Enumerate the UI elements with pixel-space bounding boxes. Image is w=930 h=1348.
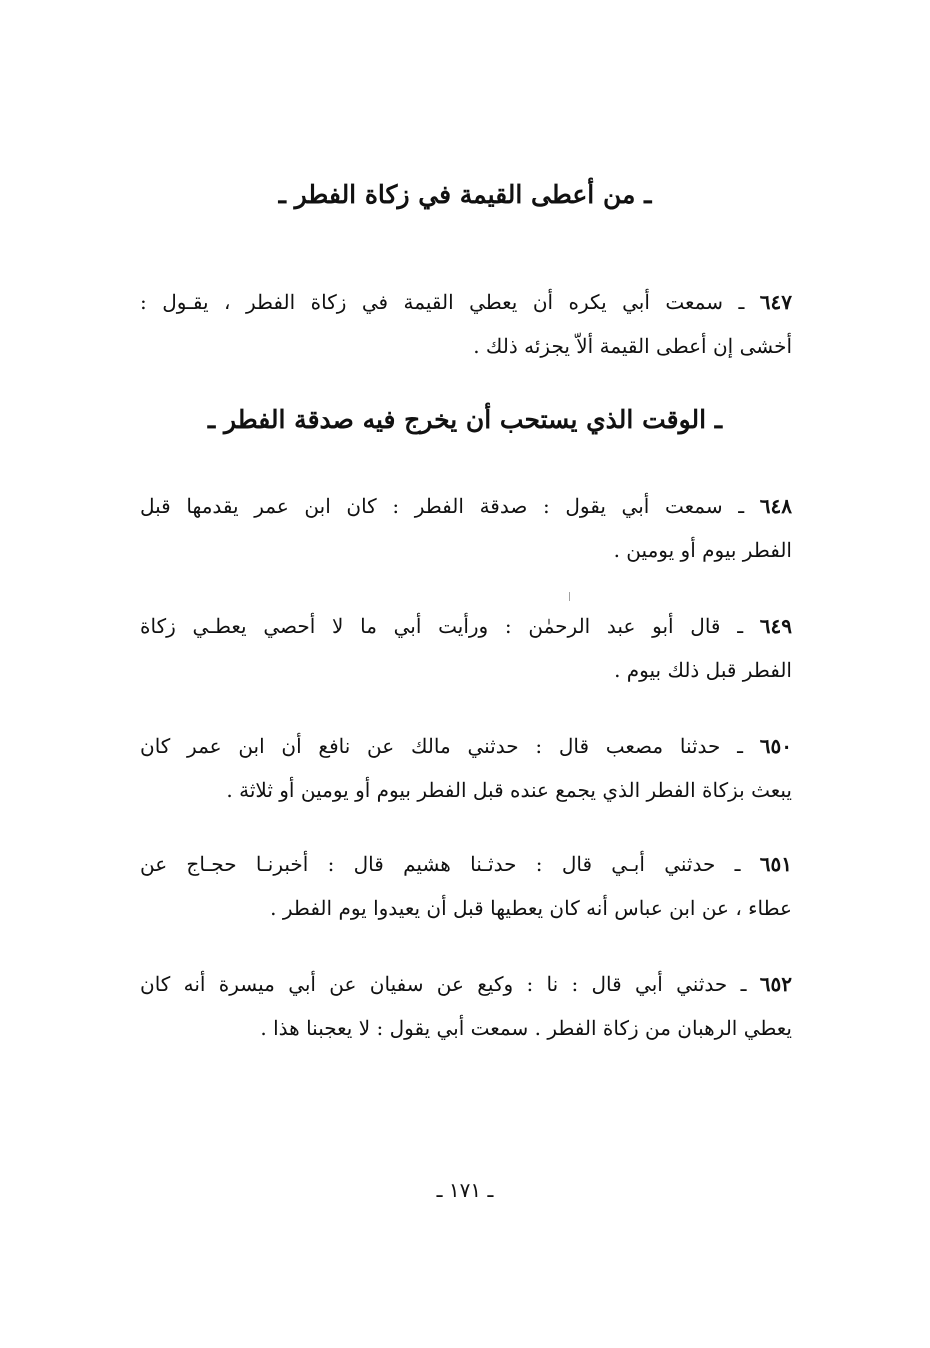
entry-text: ـ قال أبو عبد الرحمٰن : ورأيت أبي ما لا أحصي يعطـي زكاة bbox=[140, 614, 744, 638]
entry-line: الفطر قبل ذلك بيوم . bbox=[614, 658, 792, 682]
entry-649 bbox=[140, 604, 792, 692]
entry-number: ٦٥٠ bbox=[759, 734, 792, 758]
entry-648 bbox=[140, 484, 792, 572]
section-heading-timing: ـ الوقت الذي يستحب أن يخرج فيه صدقة الفطر ـ bbox=[207, 405, 723, 434]
entry-text: ـ سمعت أبي يكره أن يعطي القيمة في زكاة الفطر ، يقـول : bbox=[140, 290, 745, 314]
entry-650 bbox=[140, 724, 792, 812]
entry-number: ٦٤٩ bbox=[759, 614, 793, 638]
entry-652 bbox=[140, 962, 792, 1050]
entry-line: يعطي الرهبان من زكاة الفطر . سمعت أبي يقول : لا يعجبنا هذا . bbox=[260, 1016, 792, 1040]
entry-line bbox=[140, 280, 792, 324]
section-heading-value-payment: ـ من أعطى القيمة في زكاة الفطر ـ bbox=[278, 180, 652, 209]
entry-line: عطاء ، عن ابن عباس أنه كان يعطيها قبل أن يعيدوا يوم الفطر . bbox=[270, 896, 792, 920]
entry-text: ـ سمعت أبي يقول : صدقة الفطر : كان ابن عمر يقدمها قبل bbox=[140, 494, 745, 518]
entry-text: ـ حدثني أبي قال : نا : وكيع عن سفيان عن أبي ميسرة أنه كان bbox=[140, 972, 747, 996]
entry-line bbox=[140, 724, 792, 768]
entry-line: الفطر بيوم أو يومين . bbox=[613, 538, 792, 562]
entry-number: ٦٥١ bbox=[759, 852, 792, 876]
entry-text: ـ حدثنا مصعب قال : حدثني مالك عن نافع أن ابن عمر كان bbox=[140, 734, 744, 758]
entry-line bbox=[140, 962, 792, 1006]
entry-number: ٦٤٨ bbox=[759, 494, 792, 518]
scan-speck bbox=[569, 592, 570, 601]
entry-number: ٦٥٢ bbox=[759, 972, 793, 996]
entry-text: ـ حدثني أبـي قال : حدثـنا هشيم قال : أخبرنـا حجـاج عن bbox=[140, 852, 741, 876]
entry-647 bbox=[140, 280, 792, 368]
entry-line: أخشى إن أعطى القيمة ألاّ يجزئه ذلك . bbox=[473, 334, 792, 358]
entry-number: ٦٤٧ bbox=[759, 290, 793, 314]
page-number: ـ ١٧١ ـ bbox=[436, 1178, 494, 1202]
entry-651 bbox=[140, 842, 792, 930]
entry-line: يبعث بزكاة الفطر الذي يجمع عنده قبل الفطر بيوم أو يومين أو ثلاثة . bbox=[226, 778, 792, 802]
entry-line bbox=[140, 604, 792, 648]
entry-line bbox=[140, 842, 792, 886]
entry-line bbox=[140, 484, 792, 528]
